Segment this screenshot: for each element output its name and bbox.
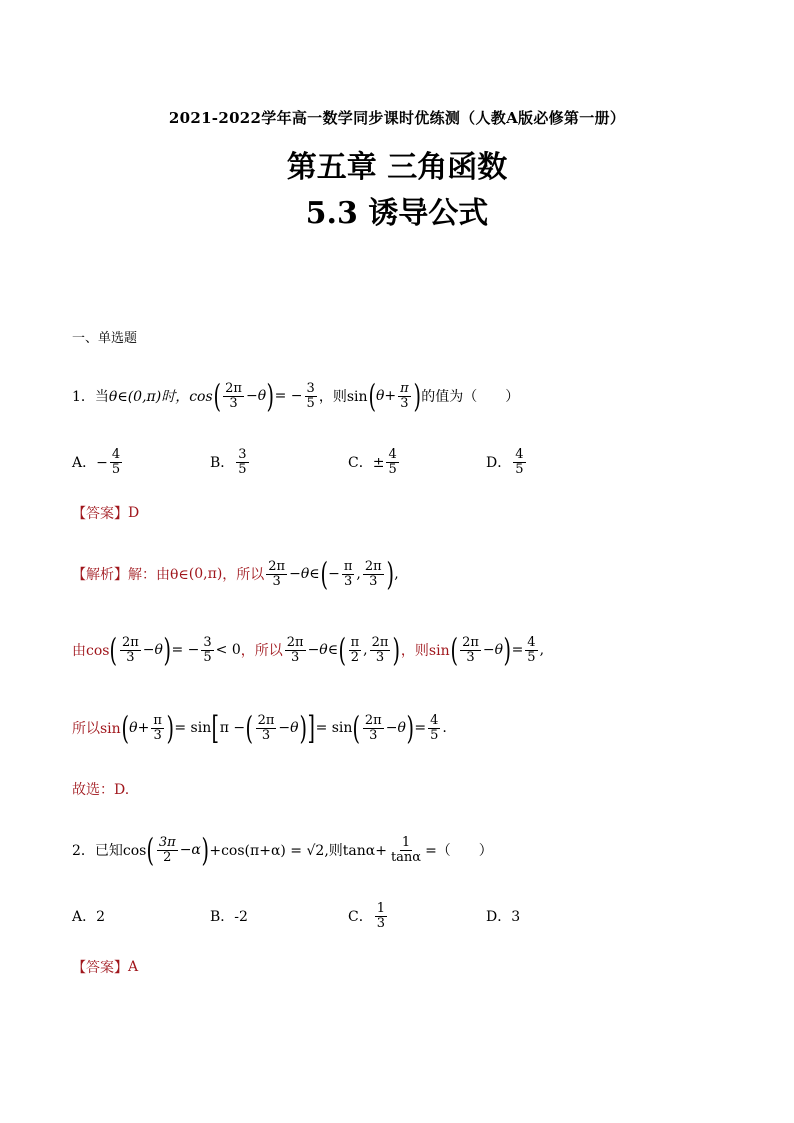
minus-sign: − — [328, 566, 340, 582]
q1-conclusion: 故选：D. — [72, 782, 130, 798]
q1-solution-line-3 — [72, 706, 447, 750]
minus-theta: −θ — [385, 720, 406, 736]
fraction — [223, 382, 244, 411]
fraction — [460, 636, 481, 665]
fraction — [342, 560, 355, 589]
numerator: 4 — [111, 446, 121, 462]
fraction — [389, 836, 423, 865]
denominator: 3 — [369, 573, 378, 589]
solution-text: ，则sin — [400, 643, 450, 659]
solution-interval: (0,π) — [188, 566, 223, 582]
numerator: 4 — [515, 446, 524, 462]
chapter-title: 第五章 三角函数 — [286, 150, 508, 185]
bracket-close: ] — [307, 709, 316, 747]
fraction — [157, 836, 178, 865]
minus-theta: −θ — [307, 642, 328, 658]
denominator: 2 — [163, 849, 172, 865]
q1-then: ，则sin — [318, 389, 368, 405]
q2-option-d: D．3 — [486, 909, 521, 925]
option-label: D． — [486, 455, 512, 471]
period: . — [442, 720, 447, 736]
fraction — [525, 636, 537, 665]
answer-tag: 【答案】 — [72, 506, 128, 522]
numerator: 1 — [401, 834, 411, 850]
fraction — [363, 714, 384, 743]
answer-tag: 【答案】 — [72, 960, 128, 976]
fraction — [513, 448, 525, 477]
denominator: 3 — [291, 649, 300, 665]
option-label: C． — [348, 909, 373, 925]
denominator: 5 — [430, 727, 439, 743]
paren-close: ) — [386, 555, 394, 593]
minus-theta: −θ — [278, 720, 299, 736]
q2-tail: =（ ） — [425, 843, 493, 859]
minus-alpha: −α — [179, 842, 201, 858]
denominator: 5 — [111, 461, 121, 477]
denominator: 3 — [229, 395, 238, 411]
minus-theta: −θ — [482, 642, 504, 658]
equals-sin: = sin — [174, 720, 212, 736]
comma: , — [356, 566, 361, 582]
paper-subtitle: 2021-2022学年高一数学同步课时优练测（人教A版必修第一册） — [168, 109, 626, 127]
element-of: ∈ — [327, 642, 339, 658]
question-2 — [72, 828, 493, 872]
denominator: 3 — [272, 573, 281, 589]
solution-text: 由cos — [72, 643, 110, 659]
q2-option-b: B．-2 — [210, 909, 248, 925]
q1-tail: 的值为（ ） — [421, 389, 520, 405]
denominator: 3 — [369, 727, 378, 743]
numerator: 2π — [364, 712, 382, 728]
element-of: ∈ — [309, 566, 320, 582]
numerator: 2π — [462, 634, 479, 650]
paren-open: ( — [121, 709, 129, 747]
paren-close: ) — [413, 377, 421, 415]
numerator: 4 — [430, 712, 439, 728]
denominator: 5 — [527, 649, 536, 665]
numerator: π — [400, 380, 409, 396]
q2-option-c — [348, 894, 389, 938]
pi-minus: π − — [219, 720, 246, 736]
fraction — [110, 448, 122, 477]
section-label: 一、单选题 — [72, 330, 138, 346]
answer-value: A — [128, 959, 139, 975]
numerator: 2π — [371, 634, 389, 650]
numerator: 2π — [364, 558, 382, 574]
minus-theta: −θ — [245, 388, 267, 404]
q1-solution-line-2 — [72, 628, 544, 672]
answer-value: D — [128, 505, 140, 521]
paren-open: ( — [245, 709, 254, 747]
option-label: A．− — [72, 455, 108, 471]
paren-close: ) — [201, 831, 209, 869]
numerator: π — [153, 712, 162, 728]
fraction — [363, 560, 384, 589]
solution-text: ，所以 — [240, 643, 283, 659]
bracket-open: [ — [211, 709, 220, 747]
paren-open: ( — [368, 377, 376, 415]
paren-close: ) — [503, 631, 512, 669]
q1-prefix: 1．当 — [72, 389, 109, 405]
option-label: B． — [210, 455, 235, 471]
numerator: 3π — [158, 834, 176, 850]
fraction — [349, 636, 362, 665]
comma: , — [394, 566, 399, 582]
equals-neg: = − — [274, 388, 303, 404]
paren-open: ( — [338, 631, 347, 669]
q1-option-b — [210, 440, 251, 484]
numerator: 2π — [286, 634, 304, 650]
q1-condition: θ∈(0,π)时，cos — [108, 389, 213, 405]
q1-option-c — [348, 440, 401, 484]
minus-theta: −θ — [142, 642, 163, 658]
paren-close: ) — [299, 709, 307, 747]
equals: = — [414, 720, 427, 736]
paren-open: ( — [320, 555, 328, 593]
q2-prefix: 2．已知cos — [72, 843, 147, 859]
comma: , — [539, 642, 545, 658]
solution-text: 解：由θ∈ — [128, 567, 189, 583]
paren-open: ( — [109, 631, 118, 669]
q1-solution-line-1 — [72, 552, 399, 596]
comma: , — [363, 642, 368, 658]
fraction — [375, 902, 387, 931]
less-than-zero: < 0 — [215, 642, 241, 658]
denominator: 5 — [515, 461, 524, 477]
paren-close: ) — [406, 709, 414, 747]
denominator: 5 — [238, 461, 247, 477]
q1-option-a — [72, 440, 124, 484]
numerator: 3 — [238, 446, 247, 462]
denominator: 3 — [261, 727, 271, 743]
denominator: 3 — [466, 649, 475, 665]
solution-text: ，所以 — [222, 567, 265, 583]
numerator: π — [350, 634, 360, 650]
fraction — [285, 636, 306, 665]
fraction — [370, 636, 391, 665]
paren-open: ( — [146, 831, 155, 869]
fraction — [236, 448, 248, 477]
fraction — [266, 560, 287, 589]
paren-open: ( — [450, 631, 458, 669]
fraction — [428, 714, 440, 743]
denominator: 5 — [306, 395, 315, 411]
paren-close: ) — [163, 631, 171, 669]
numerator: 2π — [268, 558, 286, 574]
equals-neg: = − — [171, 642, 200, 658]
numerator: 4 — [388, 446, 397, 462]
fraction — [386, 448, 398, 477]
fraction — [151, 714, 164, 743]
numerator: π — [343, 558, 353, 574]
equals-sin: = sin — [315, 720, 353, 736]
paren-open: ( — [352, 709, 361, 747]
option-label: C．± — [348, 455, 385, 471]
numerator: 2π — [225, 380, 242, 396]
question-1 — [72, 374, 519, 418]
denominator: 3 — [376, 915, 385, 931]
paren-open: ( — [213, 377, 221, 415]
numerator: 1 — [376, 900, 385, 916]
analysis-tag: 【解析】 — [72, 567, 128, 583]
numerator: 4 — [527, 634, 536, 650]
fraction — [398, 382, 411, 411]
solution-text: 所以sin — [72, 721, 121, 737]
fraction — [201, 636, 213, 665]
denominator: tanα — [390, 849, 422, 865]
equals: = — [511, 642, 524, 658]
q2-answer — [72, 945, 138, 989]
q1-option-d — [486, 440, 528, 484]
fraction — [256, 714, 277, 743]
denominator: 2 — [350, 649, 359, 665]
fraction — [120, 636, 141, 665]
denominator: 3 — [344, 573, 353, 589]
denominator: 3 — [153, 727, 162, 743]
denominator: 5 — [388, 461, 397, 477]
theta-plus: θ+ — [376, 388, 397, 404]
numerator: 3 — [203, 634, 212, 650]
paren-close: ) — [166, 709, 174, 747]
numerator: 3 — [306, 380, 315, 396]
denominator: 3 — [126, 649, 135, 665]
denominator: 3 — [375, 649, 385, 665]
section-title: 5.3 诱导公式 — [305, 196, 489, 231]
q1-answer — [72, 491, 139, 535]
minus-theta: −θ — [289, 566, 310, 582]
denominator: 3 — [400, 395, 409, 411]
numerator: 2π — [121, 634, 139, 650]
q2-part: +cos(π+α) = √2,则tanα+ — [209, 843, 387, 859]
theta-plus: θ+ — [129, 720, 150, 736]
paren-close: ) — [392, 631, 401, 669]
q2-option-a: A．2 — [72, 909, 106, 925]
numerator: 2π — [257, 712, 275, 728]
paren-close: ) — [266, 377, 275, 415]
fraction — [305, 382, 317, 411]
denominator: 5 — [203, 649, 212, 665]
